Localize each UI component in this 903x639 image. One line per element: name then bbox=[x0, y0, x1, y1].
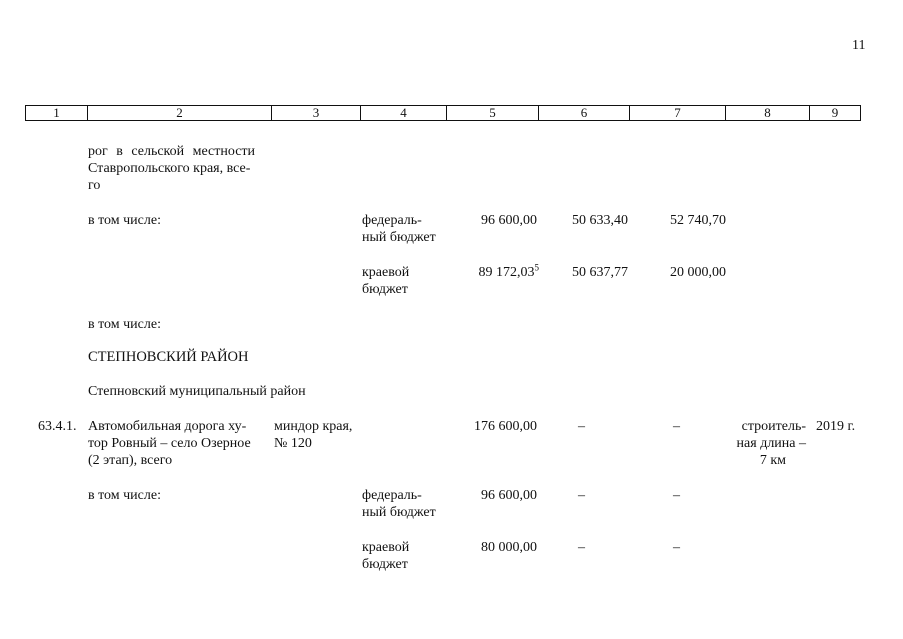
header-col-8: 8 bbox=[726, 106, 810, 120]
item-subtitle: в том числе: bbox=[88, 488, 161, 503]
item-desc-line: тор Ровный – село Озерное bbox=[88, 436, 251, 451]
item-row1-source bbox=[362, 487, 436, 521]
source-line: бюджет bbox=[362, 557, 408, 572]
reference-line: № 120 bbox=[274, 436, 312, 451]
source-line: федераль- bbox=[362, 213, 422, 228]
block1-desc-line: рог в сельской местности bbox=[88, 144, 256, 159]
value-text: 89 172,03 bbox=[478, 265, 535, 280]
item-col9: 2019 г. bbox=[816, 419, 856, 434]
block1-row2-col7: 20 000,00 bbox=[670, 265, 726, 280]
block1-row1-source bbox=[362, 212, 436, 246]
source-line: бюджет bbox=[362, 282, 408, 297]
block2-subtitle: в том числе: bbox=[88, 317, 161, 332]
block1-row2-col6: 50 637,77 bbox=[572, 265, 628, 280]
header-col-1: 1 bbox=[26, 106, 88, 120]
block1-row1-col6: 50 633,40 bbox=[572, 213, 628, 228]
item-desc-line: Автомобильная дорога ху- bbox=[88, 419, 247, 434]
source-line: краевой bbox=[362, 540, 410, 555]
header-col-9: 9 bbox=[831, 105, 839, 120]
footnote-mark: 5 bbox=[534, 262, 539, 273]
block1-desc-line: го bbox=[88, 178, 101, 193]
source-line: краевой bbox=[362, 265, 410, 280]
item-col6: – bbox=[578, 419, 585, 434]
header-col-7: 7 bbox=[630, 106, 726, 120]
item-row1-col5: 96 600,00 bbox=[481, 488, 537, 503]
item-row2-col6: – bbox=[578, 540, 585, 555]
col8-line: 7 км bbox=[759, 453, 786, 468]
block1-row2-col5 bbox=[440, 264, 539, 281]
column-number-header bbox=[25, 105, 861, 121]
item-desc-line: (2 этап), всего bbox=[88, 453, 173, 468]
item-col8 bbox=[724, 418, 806, 469]
page-number: 11 bbox=[852, 38, 866, 53]
block1-desc-line: Ставропольского края, все- bbox=[88, 161, 251, 176]
header-col-5: 5 bbox=[447, 106, 539, 120]
header-col-4: 4 bbox=[361, 106, 447, 120]
item-row1-col6: – bbox=[578, 488, 585, 503]
block1-description bbox=[88, 143, 255, 194]
item-reference bbox=[274, 418, 352, 452]
block1-row1-col7: 52 740,70 bbox=[670, 213, 726, 228]
header-col-2: 2 bbox=[88, 106, 272, 120]
item-row2-source bbox=[362, 539, 409, 573]
col8-line: ная длина – bbox=[736, 436, 806, 451]
col8-line: строитель- bbox=[741, 419, 806, 434]
item-number: 63.4.1. bbox=[38, 419, 77, 434]
header-col-6: 6 bbox=[539, 106, 630, 120]
block1-subtitle: в том числе: bbox=[88, 213, 161, 228]
source-line: федераль- bbox=[362, 488, 422, 503]
reference-line: миндор края, bbox=[274, 419, 353, 434]
item-row2-col5: 80 000,00 bbox=[481, 540, 537, 555]
item-row2-col7: – bbox=[673, 540, 680, 555]
item-col5: 176 600,00 bbox=[474, 419, 537, 434]
block1-row1-col5: 96 600,00 bbox=[481, 213, 537, 228]
municipality-name: Степновский муниципальный район bbox=[88, 384, 306, 399]
source-line: ный бюджет bbox=[362, 230, 436, 245]
header-col-3: 3 bbox=[272, 106, 361, 120]
source-line: ный бюджет bbox=[362, 505, 436, 520]
block1-row2-source bbox=[362, 264, 409, 298]
district-heading: СТЕПНОВСКИЙ РАЙОН bbox=[88, 349, 249, 365]
item-row1-col7: – bbox=[673, 488, 680, 503]
item-description bbox=[88, 418, 251, 469]
item-col7: – bbox=[673, 419, 680, 434]
